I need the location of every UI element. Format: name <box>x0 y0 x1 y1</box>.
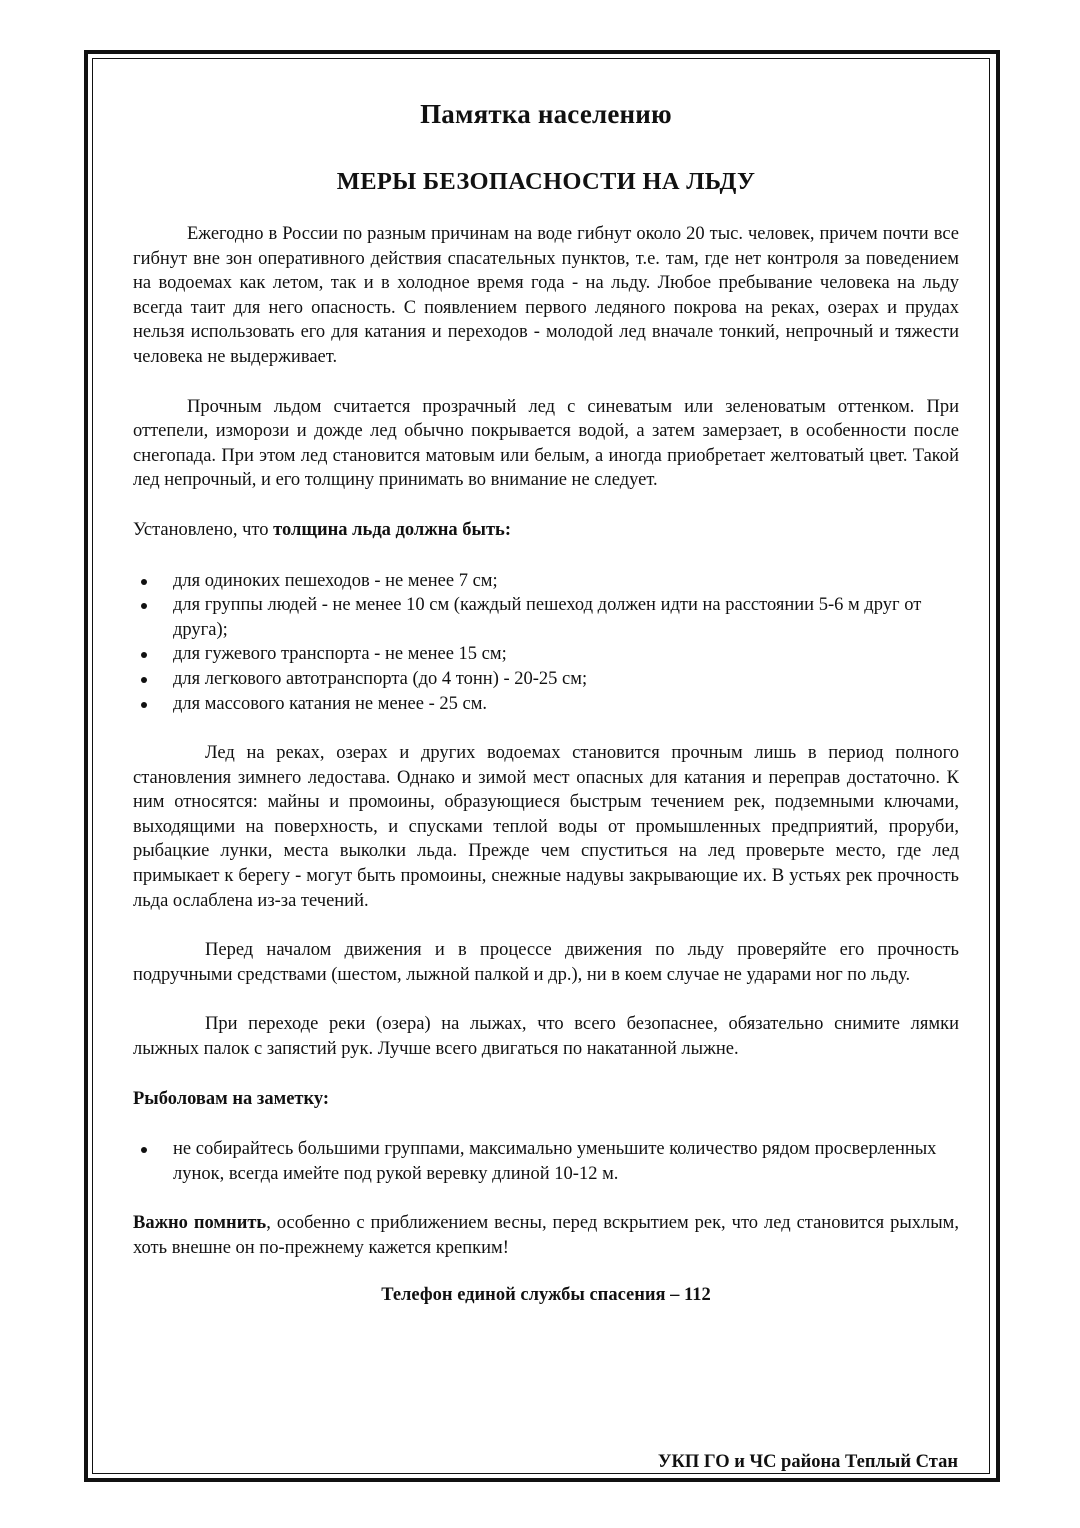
list-item <box>133 1137 959 1186</box>
list-item-text: не собирайтесь большими группами, максимально уменьшите количество рядом просверленных лунок, всегда имейте под рукой веревку длиной 10-12 м. <box>173 1139 937 1184</box>
bullet-icon <box>141 702 147 708</box>
thickness-intro: Установлено, что <box>133 519 269 540</box>
list-item <box>133 692 959 717</box>
bullet-icon <box>141 652 147 658</box>
list-item-text: для массового катания не менее - 25 см. <box>173 693 488 714</box>
list-item <box>133 593 959 642</box>
important-note <box>133 1211 959 1260</box>
list-item-text: для легкового автотранспорта (до 4 тонн) - 20-25 см; <box>173 668 588 689</box>
paragraph-dangerous-places: Лед на реках, озерах и других водоемах становится прочным лишь в период полного становления зимнего ледостава. Однако и зимой мест опасных для катания и переправ достаточно. К ним относятся: майны и промоины, образующиеся быстрым течением рек, подземными ключами, выходящими на поверхность, и спусками теплой воды от промышленных предприятий, проруби, рыбацкие лунки, места выколки льда. Прежде чем спуститься на лед проверьте место, где лед примыкает к берегу - могут быть промоины, снежные надувы закрывающие их. В устьях рек прочность льда ослаблена из-за течений. <box>133 743 959 911</box>
bullet-icon <box>141 677 147 683</box>
fishermen-heading-text: Рыболовам на заметку: <box>133 1088 330 1109</box>
paragraph-check-ice: Перед началом движения и в процессе движения по льду проверяйте его прочность подручными средствами (шестом, лыжной палкой и др.), ни в коем случае не ударами ног по льду. <box>133 940 959 985</box>
paragraph-strong-ice: Прочным льдом считается прозрачный лед с синеватым или зеленоватым оттенком. При оттепели, изморози и дожде лед обычно покрывается водой, а затем замерзает, в особенности после снегопада. При этом лед становится матовым или белым, а иногда приобретает желтоватый цвет. Такой лед непрочный, и его толщину принимать во внимание не следует. <box>133 396 959 491</box>
list-item-text: для одиноких пешеходов - не менее 7 см; <box>173 570 498 591</box>
thickness-list <box>133 569 959 717</box>
memo-title: Памятка населению <box>420 99 672 129</box>
bullet-icon <box>141 603 147 609</box>
thickness-bold: толщина льда должна быть: <box>273 519 511 540</box>
paragraph-intro: Ежегодно в России по разным причинам на воде гибнут около 20 тыс. человек, причем почти все гибнут вне зон оперативного действия спасательных пунктов, т.е. там, где нет контроля за поведением на водоемах как летом, так и в холодное время года - на льду. Любое пребывание человека на льду всегда таит для него опасность. С появлением первого ледяного покрова на реках, озерах и прудах нельзя использовать его для катания и переходов - молодой лед вначале тонкий, непрочный и тяжести человека не выдерживает. <box>133 224 959 367</box>
list-item-text: для группы людей - не менее 10 см (каждый пешеход должен идти на расстоянии 5-6 м друг от друга); <box>173 595 922 640</box>
important-rest: , особенно с приближением весны, перед вскрытием рек, что лед становится рыхлым, хоть внешне он по-прежнему кажется крепким! <box>133 1213 960 1258</box>
paragraph-skiing: При переходе реки (озера) на лыжах, что всего безопаснее, обязательно снимите лямки лыжных палок с запястий рук. Лучше всего двигаться по накатанной лыжне. <box>133 1014 959 1060</box>
list-item-text: для гужевого транспорта - не менее 15 см; <box>173 644 507 665</box>
signature: УКП ГО и ЧС района Теплый Стан <box>654 1452 962 1473</box>
memo-subtitle: МЕРЫ БЕЗОПАСНОСТИ НА ЛЬДУ <box>336 168 756 195</box>
memo-content <box>133 94 959 1307</box>
rescue-phone: Телефон единой службы спасения – 112 <box>381 1284 711 1305</box>
thickness-heading <box>133 518 959 543</box>
important-bold: Важно помнить <box>133 1213 267 1234</box>
fishermen-heading <box>133 1087 959 1112</box>
bullet-icon <box>141 1147 147 1153</box>
bullet-icon <box>141 579 147 585</box>
fishermen-list <box>133 1137 959 1186</box>
list-item <box>133 667 959 692</box>
list-item <box>133 569 959 594</box>
list-item <box>133 642 959 667</box>
